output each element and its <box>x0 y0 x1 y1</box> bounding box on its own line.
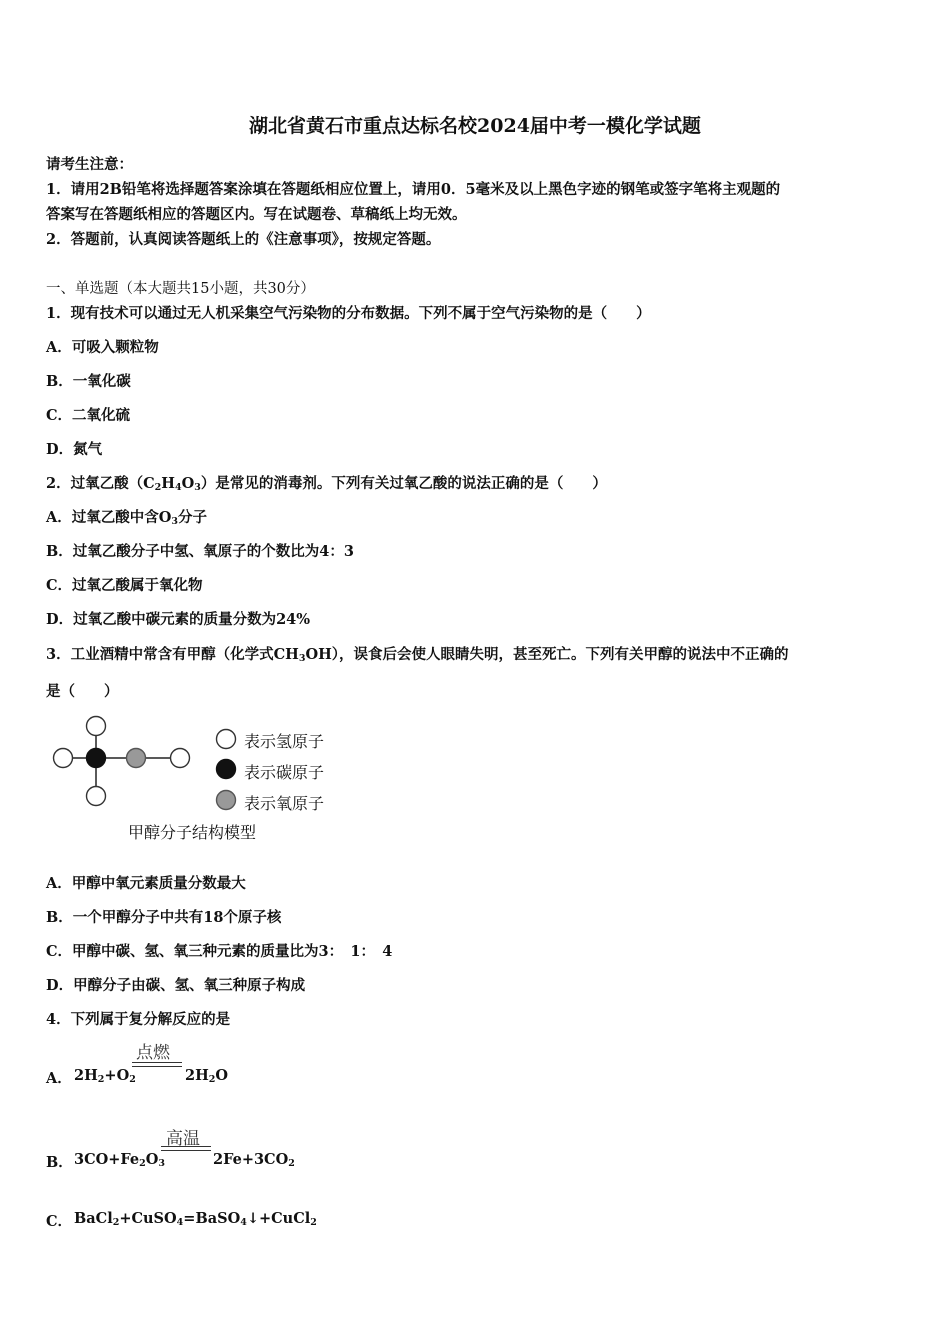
q4-option-a-equals-top <box>132 1062 182 1063</box>
q3-stem-line-2: 是（ ） <box>46 683 119 700</box>
hydrogen-atom-right <box>171 749 190 768</box>
q1-option-c: C．二氧化硫 <box>46 407 131 424</box>
q2-option-d: D．过氧乙酸中碳元素的质量分数为24% <box>46 611 311 628</box>
q3-option-a: A．甲醇中氧元素质量分数最大 <box>46 875 246 892</box>
q4-option-b-equals-bottom <box>161 1150 211 1151</box>
notice-line-1a: 1．请用2B铅笔将选择题答案涂填在答题纸相应位置上，请用0．5毫米及以上黑色字迹的钢笔或签字笔将主观题的 <box>46 181 781 198</box>
hydrogen-atom-left <box>54 749 73 768</box>
hydrogen-atom-bottom <box>87 787 106 806</box>
q4-option-b-label: B． <box>46 1154 73 1171</box>
page-title: 湖北省黄石市重点达标名校2024届中考一模化学试题 <box>249 115 701 137</box>
legend-oxygen-symbol <box>217 791 236 810</box>
q3-option-c: C．甲醇中碳、氢、氧三种元素的质量比为3： 1： 4 <box>46 943 393 960</box>
q2-option-b: B．过氧乙酸分子中氢、氧原子的个数比为4：3 <box>46 543 354 560</box>
q4-option-a-equals-bottom <box>132 1066 182 1067</box>
legend <box>217 730 236 810</box>
q2-option-c: C．过氧乙酸属于氧化物 <box>46 577 203 594</box>
notice-line-1b: 答案写在答题纸相应的答题区内。写在试题卷、草稿纸上均无效。 <box>46 206 467 223</box>
q4-option-b-equals-top <box>161 1146 211 1147</box>
diagram-caption: 甲醇分子结构模型 <box>128 823 257 842</box>
q3-option-d: D．甲醇分子由碳、氢、氧三种原子构成 <box>46 977 306 994</box>
q3-stem-line-1: 3．工业酒精中常含有甲醇（化学式$CH_3OH$），误食后会使人眼睛失明，甚至死亡。下列有关甲醇的说法中不正确的 <box>46 646 789 664</box>
legend-hydrogen-label: 表示氢原子 <box>244 732 325 751</box>
q1-option-a: A．可吸入颗粒物 <box>46 339 159 356</box>
q2-option-a: A．过氧乙酸中含$O_3$分子 <box>46 509 208 527</box>
q4-option-a-condition: 点燃 <box>136 1043 170 1063</box>
q4-option-b-reactants: $3CO+Fe_2O_3$ <box>74 1151 166 1169</box>
q4-option-b-condition: 高温 <box>166 1129 200 1149</box>
q4-option-a-reactants: $2H_2+O_2$ <box>74 1067 136 1085</box>
q4-option-a-label: A． <box>46 1070 72 1087</box>
q1-stem: 1．现有技术可以通过无人机采集空气污染物的分布数据。下列不属于空气污染物的是（ ） <box>46 305 651 322</box>
legend-hydrogen-symbol <box>217 730 236 749</box>
section-heading: 一、单选题（本大题共15小题，共30分） <box>46 281 315 297</box>
q1-option-d: D．氮气 <box>46 441 103 458</box>
q4-option-c-equation: BaCl$_2$+CuSO$_4$=BaSO$_4$↓+CuCl$_2$ <box>74 1210 317 1228</box>
carbon-atom <box>87 749 106 768</box>
notice-heading: 请考生注意： <box>46 156 133 173</box>
notice-line-2: 2．答题前，认真阅读答题纸上的《注意事项》，按规定答题。 <box>46 231 441 248</box>
q3-option-b: B．一个甲醇分子中共有18个原子核 <box>46 909 282 926</box>
legend-carbon-label: 表示碳原子 <box>244 763 325 782</box>
legend-oxygen-label: 表示氧原子 <box>244 794 325 813</box>
oxygen-atom <box>127 749 146 768</box>
q4-option-b-products: $2Fe+3CO_2$ <box>213 1151 295 1169</box>
q4-stem: 4．下列属于复分解反应的是 <box>46 1011 231 1028</box>
q1-option-b: B．一氧化碳 <box>46 373 131 390</box>
q4-option-c-label: C． <box>46 1213 73 1230</box>
hydrogen-atom-top <box>87 717 106 736</box>
q4-option-a-products: $2H_2O$ <box>185 1067 229 1085</box>
q2-stem: 2．过氧乙酸$(C_2H_4O_3)$是常见的消毒剂。下列有关过氧乙酸的说法正确的是（ ） <box>46 475 607 493</box>
molecule-model <box>54 717 190 806</box>
legend-carbon-symbol <box>217 760 236 779</box>
